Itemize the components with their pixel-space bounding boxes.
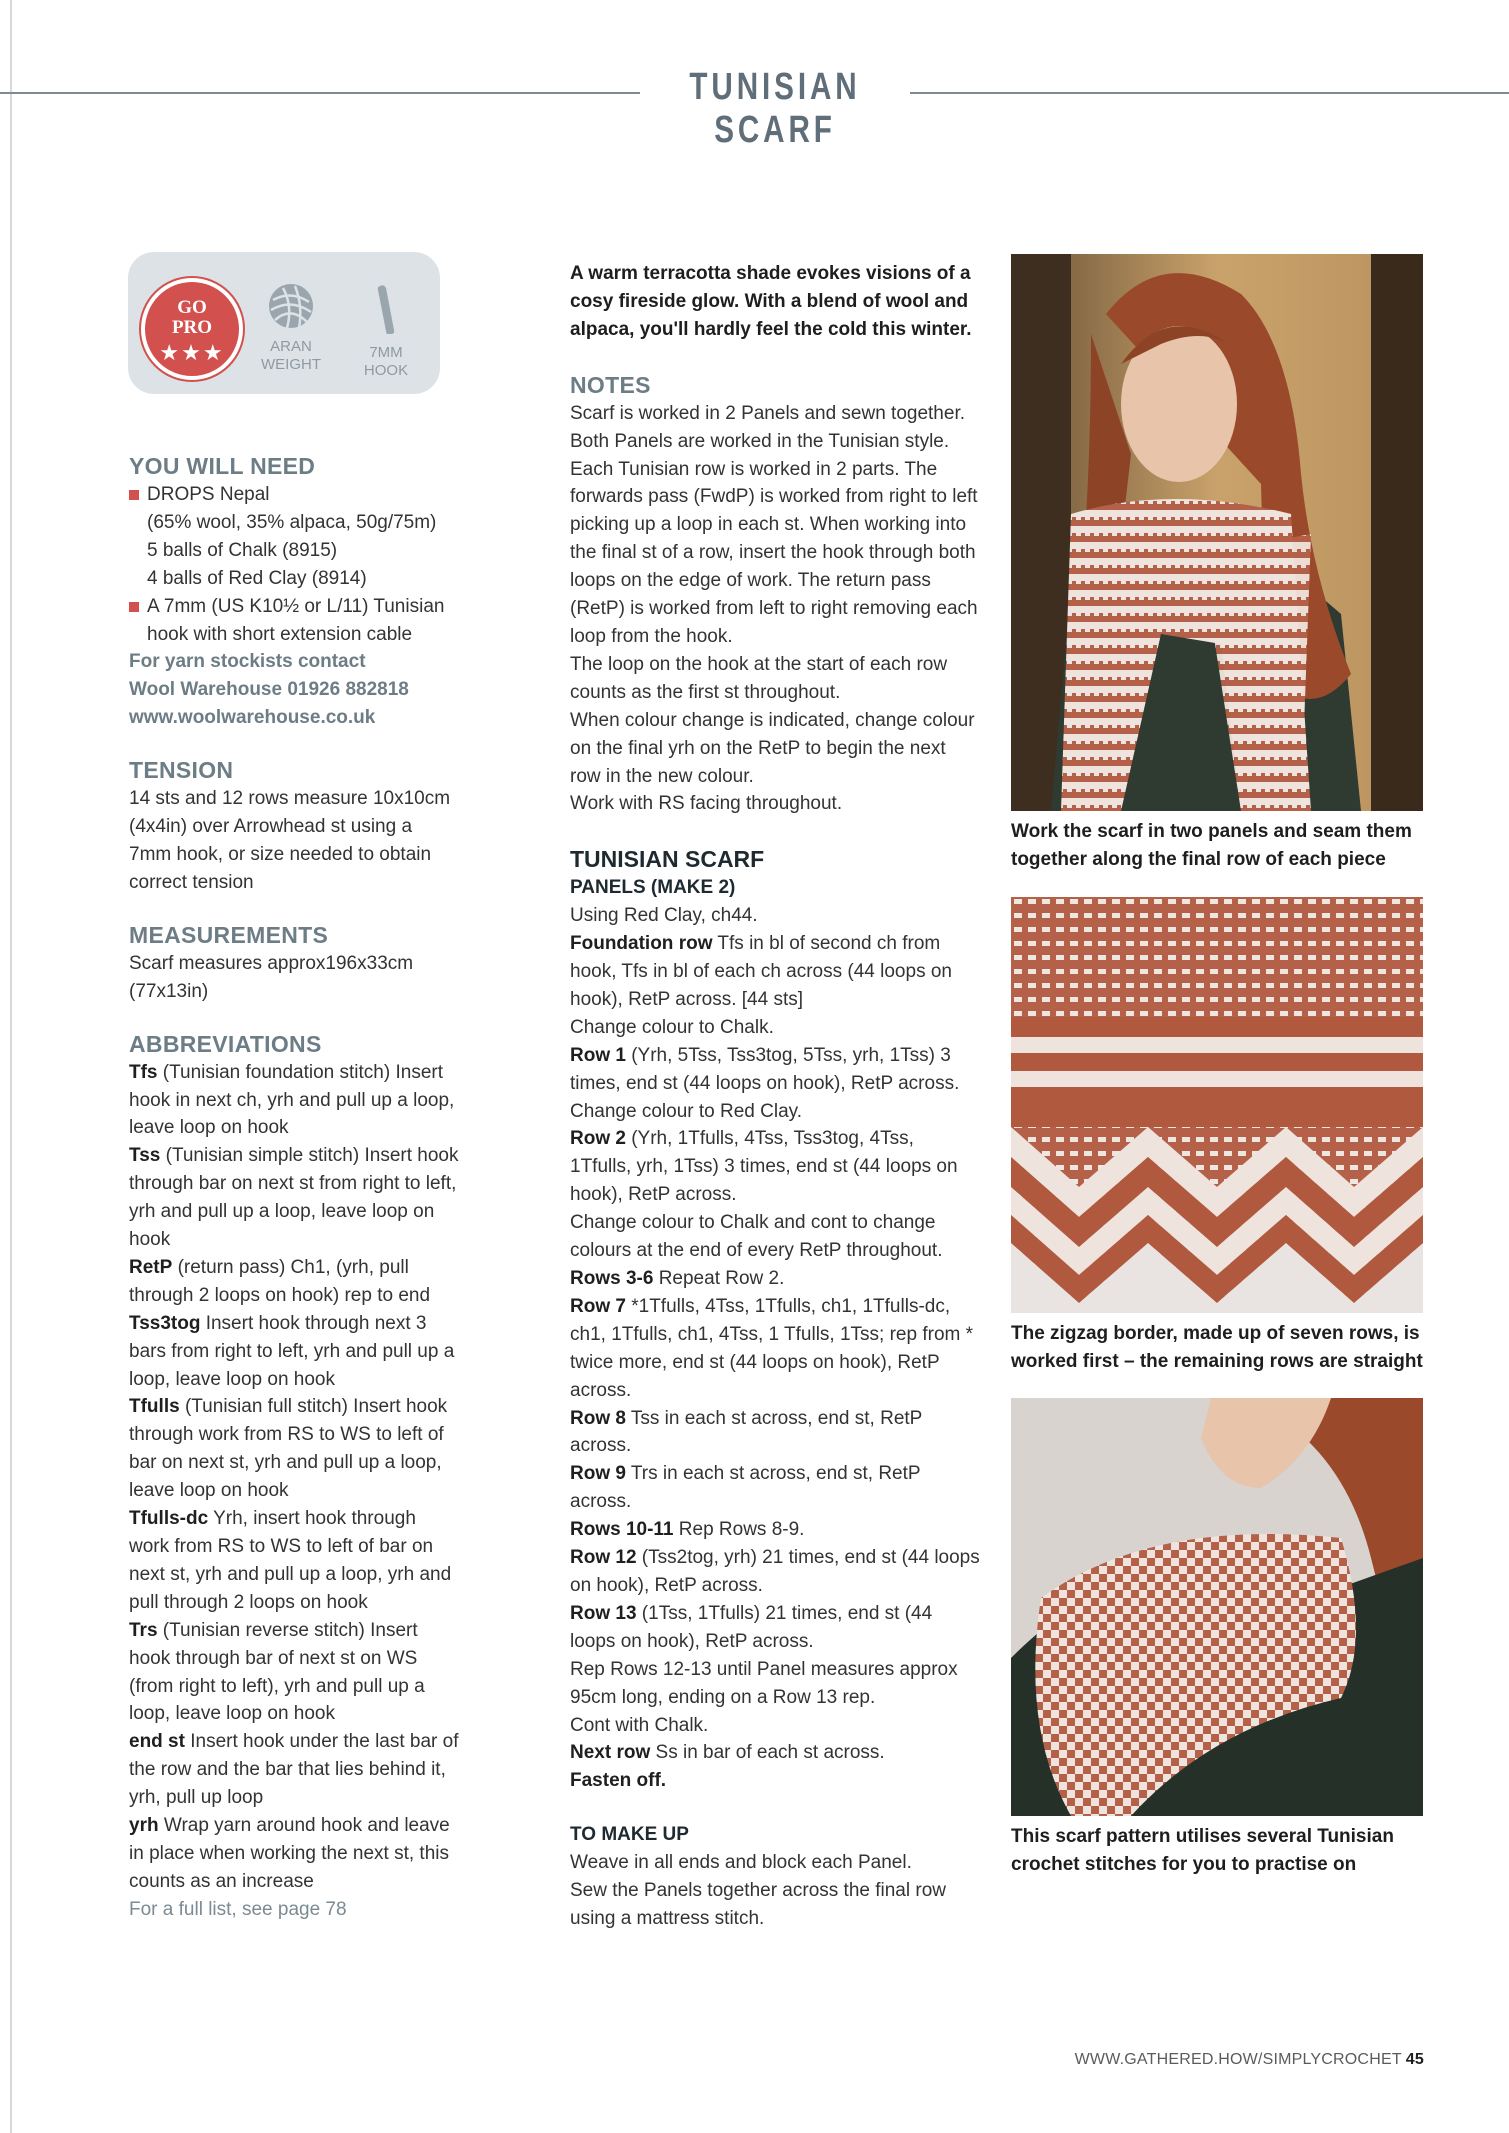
row-instruction: Trs in each st across, end st, RetP across. xyxy=(570,1463,921,1513)
page-title: TUNISIAN SCARF xyxy=(689,66,861,151)
pattern-instructions xyxy=(570,902,980,1795)
row-label: Row 13 xyxy=(570,1602,637,1624)
pattern-line xyxy=(570,1293,980,1405)
left-column xyxy=(129,451,459,1924)
crochet-hook-icon xyxy=(362,282,410,336)
pattern-line xyxy=(570,1544,980,1600)
row-instruction: Rep Rows 8-9. xyxy=(673,1519,805,1541)
stockist-contact-2: Wool Warehouse 01926 882818 xyxy=(129,679,409,701)
tension-heading: TENSION xyxy=(129,757,234,784)
photo2-caption: The zigzag border, made up of seven rows, is worked first – the remaining rows are straight xyxy=(1011,1323,1423,1372)
row-instruction: (Yrh, 5Tss, Tss3tog, 5Tss, yrh, 1Tss) 3 times, end st (44 loops on hook), RetP across. xyxy=(570,1044,960,1094)
notes-paragraph: When colour change is indicated, change colour on the final yrh on the RetP to begin the next row in the new colour. xyxy=(570,709,975,787)
row-instruction: (1Tss, 1Tfulls) 21 times, end st (44 loops on hook), RetP across. xyxy=(570,1602,933,1652)
intro-text: A warm terracotta shade evokes visions of a cosy fireside glow. With a blend of wool and alpaca, you'll hardly feel the cold this winter. xyxy=(570,263,972,340)
pattern-line xyxy=(570,1098,980,1126)
row-instruction: *1Tfulls, 4Tss, 1Tfulls, ch1, 1Tfulls-dc, ch1, 1Tfulls, ch1, 4Tss, 1 Tfulls, 1Tss; rep from * twice more, end st (44 loops on hook), RetP across. xyxy=(570,1295,974,1401)
pattern-line xyxy=(570,1460,980,1516)
abbreviation-definition: (Tunisian full stitch) Insert hook through work from RS to WS to left of bar on next st, yrh and pull up a loop, leave loop on hook xyxy=(129,1396,448,1502)
row-instruction: Change colour to Red Clay. xyxy=(570,1100,802,1122)
pattern-line xyxy=(570,1712,980,1740)
abbreviation-item xyxy=(129,1812,459,1896)
abbreviation-definition: Yrh, insert hook through work from RS to WS to left of bar on next st, yrh and pull up a loop, yrh and pull through 2 loops on hook xyxy=(129,1508,452,1613)
row-instruction: (Tss2tog, yrh) 21 times, end st (44 loops on hook), RetP across. xyxy=(570,1547,980,1596)
pattern-line xyxy=(570,1600,980,1656)
skill-level-line1: GO xyxy=(177,297,207,318)
abbreviation-item xyxy=(129,1617,459,1729)
abbreviation-item xyxy=(129,1310,459,1394)
photo-scarf-detail xyxy=(1011,1398,1423,1816)
yarn-ball-icon xyxy=(267,282,315,330)
pattern-line xyxy=(570,1405,980,1461)
skill-level-stars: ★★★ xyxy=(159,340,225,365)
middle-column xyxy=(570,260,980,1933)
pattern-line xyxy=(570,1265,980,1293)
notes-paragraph: The loop on the hook at the start of each row counts as the first st throughout. xyxy=(570,653,948,703)
abbreviation-term: RetP xyxy=(129,1256,173,1278)
abbreviation-term: end st xyxy=(129,1731,185,1753)
abbreviation-definition: Wrap yarn around hook and leave in place when working the next st, this counts as an increase xyxy=(129,1815,450,1892)
row-label: Row 12 xyxy=(570,1547,637,1569)
abbreviation-definition: (return pass) Ch1, (yrh, pull through 2 loops on hook) rep to end xyxy=(129,1256,431,1306)
yarn-weight-spec xyxy=(251,282,331,374)
measurements-text: Scarf measures approx196x33cm (77x13in) xyxy=(129,952,414,1002)
abbreviation-item xyxy=(129,1393,459,1505)
measurements-heading: MEASUREMENTS xyxy=(129,921,329,948)
header-rule-right xyxy=(910,92,1509,94)
pattern-line xyxy=(570,1125,980,1209)
row-instruction: (Yrh, 1Tfulls, 4Tss, Tss3tog, 4Tss, 1Tfulls, yrh, 1Tss) 3 times, end st (44 loops on hook), RetP across. xyxy=(570,1128,958,1206)
page-footer xyxy=(1075,2051,1424,2069)
pattern-line xyxy=(570,902,980,930)
pattern-line xyxy=(570,1014,980,1042)
yarn-weight-line1: ARAN xyxy=(270,338,312,355)
abbreviation-term: Tfulls xyxy=(129,1396,180,1418)
yarn-name: DROPS Nepal xyxy=(147,484,270,505)
zigzag-border-image xyxy=(1011,897,1423,1313)
hook-requirement-cont: hook with short extension cable xyxy=(147,623,413,645)
row-instruction: Tfs in bl of second ch from hook, Tfs in bl of each ch across (44 loops on hook), RetP across. [44 sts] xyxy=(570,933,952,1010)
row-label: Rows 10-11 xyxy=(570,1519,674,1541)
make-up-line: Sew the Panels together across the final row using a mattress stitch. xyxy=(570,1880,946,1929)
abbreviation-term: Tss xyxy=(129,1145,161,1167)
pattern-line xyxy=(570,1767,980,1795)
stockist-website[interactable]: www.woolwarehouse.co.uk xyxy=(129,707,376,729)
hook-size-line2: HOOK xyxy=(363,362,409,379)
notes-paragraph: Scarf is worked in 2 Panels and sewn together. xyxy=(570,402,966,424)
tension-text: 14 sts and 12 rows measure 10x10cm (4x4in) over Arrowhead st using a 7mm hook, or size needed to obtain correct tension xyxy=(129,788,451,893)
row-label: Row 8 xyxy=(570,1407,626,1429)
photo1-caption: Work the scarf in two panels and seam them together along the final row of each piece xyxy=(1011,821,1412,870)
skill-badge-tab xyxy=(270,253,390,277)
pattern-line xyxy=(570,1209,980,1265)
abbreviation-term: Trs xyxy=(129,1619,158,1641)
row-instruction: Repeat Row 2. xyxy=(653,1268,785,1289)
abbreviations-more-link[interactable]: For a full list, see page 78 xyxy=(129,1898,347,1920)
row-label: Rows 3-6 xyxy=(570,1268,654,1289)
pattern-line xyxy=(570,1042,980,1098)
skill-level-badge xyxy=(141,278,243,380)
yarn-detail-1: (65% wool, 35% alpaca, 50g/75m) xyxy=(147,511,437,533)
row-instruction: Change colour to Chalk and cont to change colours at the end of every RetP throughout. xyxy=(570,1212,943,1262)
stockist-contact-1: For yarn stockists contact xyxy=(129,651,366,673)
yarn-detail-2: 5 balls of Chalk (8915) xyxy=(147,539,338,561)
skill-level-line2: PRO xyxy=(171,317,213,338)
row-label: Row 2 xyxy=(570,1128,626,1150)
abbreviations-heading: ABBREVIATIONS xyxy=(129,1030,322,1057)
abbreviation-term: Tfulls-dc xyxy=(129,1508,209,1530)
row-label: Fasten off. xyxy=(570,1770,667,1792)
row-instruction: Ss in bar of each st across. xyxy=(650,1742,885,1764)
yarn-detail-3: 4 balls of Red Clay (8914) xyxy=(147,567,367,589)
scarf-detail-image xyxy=(1011,1398,1423,1816)
abbreviation-definition: Insert hook under the last bar of the row and the bar that lies behind it, yrh, pull up loop xyxy=(129,1731,459,1809)
notes-paragraph: Each Tunisian row is worked in 2 parts. The forwards pass (FwdP) is worked from right to left picking up a loop in each st. When working into the final st of a row, insert the hook through both loops on the edge of work. The return pass (RetP) is worked from left to right removing each loop from the hook. xyxy=(570,458,978,647)
abbreviation-item xyxy=(129,1505,459,1617)
pattern-heading: TUNISIAN SCARF xyxy=(570,846,765,873)
notes-paragraph: Both Panels are worked in the Tunisian style. xyxy=(570,430,950,452)
abbreviation-item xyxy=(129,1254,459,1310)
row-instruction: Cont with Chalk. xyxy=(570,1714,709,1736)
row-instruction: Rep Rows 12-13 until Panel measures approx 95cm long, ending on a Row 13 rep. xyxy=(570,1658,958,1708)
panels-subheading: PANELS (MAKE 2) xyxy=(570,877,736,899)
row-label: Next row xyxy=(570,1742,651,1764)
model-scarf-image xyxy=(1011,254,1423,811)
abbreviation-definition: (Tunisian foundation stitch) Insert hook in next ch, yrh and pull up a loop, leave loop on hook xyxy=(129,1061,455,1139)
photo3-caption: This scarf pattern utilises several Tunisian crochet stitches for you to practise on xyxy=(1011,1826,1394,1875)
abbreviation-definition: (Tunisian simple stitch) Insert hook through bar on next st from right to left, yrh and pull up a loop, leave loop on hook xyxy=(129,1145,459,1251)
abbreviation-item xyxy=(129,1142,459,1254)
page-number: 45 xyxy=(1405,2051,1424,2068)
abbreviation-item xyxy=(129,1059,459,1143)
hook-size-spec xyxy=(346,282,426,380)
abbreviation-term: yrh xyxy=(129,1815,159,1837)
row-instruction: Change colour to Chalk. xyxy=(570,1016,774,1038)
row-instruction: Using Red Clay, ch44. xyxy=(570,905,758,927)
photo-model-scarf xyxy=(1011,254,1423,811)
abbreviation-item xyxy=(129,1728,459,1812)
photo-zigzag-border xyxy=(1011,897,1423,1313)
notes-heading: NOTES xyxy=(570,371,651,398)
footer-url[interactable]: WWW.GATHERED.HOW/SIMPLYCROCHET xyxy=(1074,2051,1402,2068)
abbreviation-definition: (Tunisian reverse stitch) Insert hook through bar of next st on WS (from right to left), yrh and pull up a loop, leave loop on hook xyxy=(129,1619,425,1725)
row-label: Row 7 xyxy=(570,1295,626,1317)
you-will-need-heading: YOU WILL NEED xyxy=(129,453,316,479)
abbreviation-term: Tss3tog xyxy=(129,1312,201,1334)
abbreviation-list xyxy=(129,1059,459,1896)
header-rule-left xyxy=(0,92,640,94)
make-up-line: Weave in all ends and block each Panel. xyxy=(570,1852,912,1874)
pattern-line xyxy=(570,1516,980,1544)
abbreviation-term: Tfs xyxy=(129,1061,158,1083)
hook-requirement: A 7mm (US K10½ or L/11) Tunisian xyxy=(129,593,459,621)
hook-size-line1: 7MM xyxy=(369,344,403,361)
row-label: Foundation row xyxy=(570,933,713,955)
row-label: Row 9 xyxy=(570,1463,626,1485)
notes-paragraph: Work with RS facing throughout. xyxy=(570,793,843,815)
yarn-requirement xyxy=(129,481,459,509)
pattern-line xyxy=(570,1739,980,1767)
row-label: Row 1 xyxy=(570,1044,626,1066)
make-up-heading: TO MAKE UP xyxy=(570,1824,689,1846)
abbreviation-definition: Insert hook through next 3 bars from right to left, yrh and pull up a loop, leave loop on hook xyxy=(129,1312,455,1390)
page-edge xyxy=(10,0,12,2133)
pattern-line xyxy=(570,1656,980,1712)
yarn-weight-line2: WEIGHT xyxy=(261,356,321,373)
row-instruction: Tss in each st across, end st, RetP across. xyxy=(570,1407,923,1457)
pattern-line xyxy=(570,930,980,1014)
